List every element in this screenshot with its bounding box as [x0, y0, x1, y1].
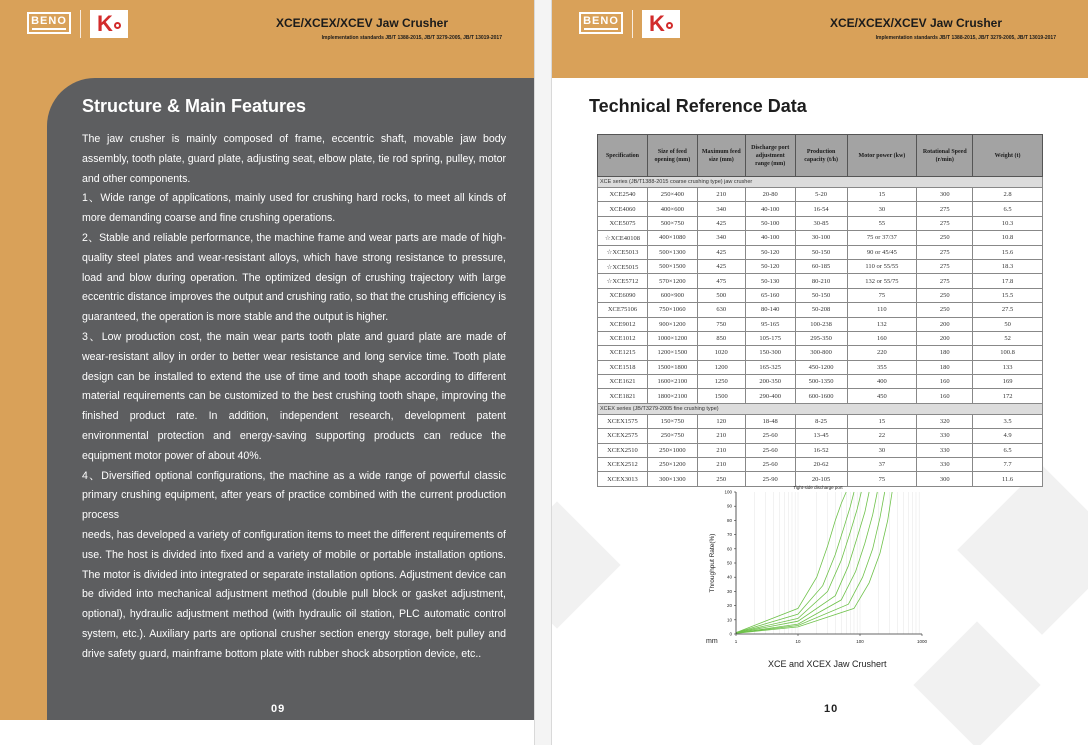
y-tick-label: 30	[726, 588, 732, 594]
table-cell: 95-165	[745, 317, 795, 331]
table-cell: 132 or 55/75	[847, 274, 917, 288]
table-cell: 475	[697, 274, 745, 288]
table-cell: 500-1350	[795, 375, 847, 389]
throughput-chart	[702, 480, 952, 660]
table-cell: 275	[917, 216, 973, 230]
table-row	[598, 317, 1043, 331]
table-cell: 330	[917, 458, 973, 472]
x-tick-label: 10	[795, 639, 801, 644]
table-cell: 75	[847, 472, 917, 486]
table-cell: XCE6090	[598, 288, 648, 302]
table-cell: 11.6	[973, 472, 1043, 486]
table-group-row	[598, 177, 1043, 188]
table-cell: 425	[697, 216, 745, 230]
chart-svg	[702, 480, 952, 655]
table-cell: 25-60	[745, 443, 795, 457]
table-cell: 210	[697, 458, 745, 472]
table-cell: 4.9	[973, 429, 1043, 443]
table-cell: 90 or 45/45	[847, 245, 917, 259]
section-title: Technical Reference Data	[589, 96, 807, 116]
x-tick-label: 100	[856, 639, 864, 644]
table-row	[598, 303, 1043, 317]
table-cell: 210	[697, 188, 745, 202]
paragraph: 4、Diversified optional configurations, the machine as a wide range of powerful classic primary crushing equipment, after years of practice combined with the current production process	[82, 469, 506, 522]
table-cell: 500×1300	[647, 245, 697, 259]
beno-logo-text: BENO	[31, 15, 67, 27]
table-cell: 400	[847, 375, 917, 389]
table-cell: 300	[917, 472, 973, 486]
col-header: Maximum feed size (mm)	[697, 135, 745, 177]
paragraph: 1、Wide range of applications, mainly used for crushing hard rocks, to meet all kinds of more demanding coarse and fine crushing operations.	[82, 192, 506, 225]
page-number: 09	[271, 703, 286, 715]
table-cell: 25-60	[745, 458, 795, 472]
table-cell: 22	[847, 429, 917, 443]
table-cell: 52	[973, 331, 1043, 345]
table-cell: 3.5	[973, 414, 1043, 428]
table-cell: 500×750	[647, 216, 697, 230]
table-cell: 16-52	[795, 443, 847, 457]
table-header-row	[598, 135, 1043, 177]
table-cell: 1500×1800	[647, 360, 697, 374]
table-cell: 160	[917, 389, 973, 403]
table-cell: 330	[917, 443, 973, 457]
col-header: Discharge port adjustment range (mm)	[745, 135, 795, 177]
paragraph: 2、Stable and reliable performance, the machine frame and wear parts are made of high-quality steel plates and wear-resistant alloys, which have strong resistance to pressure, load and blow during operation. The optimized design of crushing trajectory with large eccentric distance improves the output and crushing ratio, so that the crushing efficiency is guaranteed, the operation is more stable and the output is higher.	[82, 231, 506, 324]
table-cell: 290-400	[745, 389, 795, 403]
table-cell: 1800×2100	[647, 389, 697, 403]
series-line	[736, 492, 846, 633]
table-cell: XCEX2512	[598, 458, 648, 472]
col-header: Size of feed opening (mm)	[647, 135, 697, 177]
y-axis-label: Throughput Rate(%)	[709, 533, 716, 593]
left-page	[0, 0, 534, 745]
y-tick-label: 80	[726, 517, 732, 523]
table-row	[598, 360, 1043, 374]
table-cell: XCE1821	[598, 389, 648, 403]
table-cell: 750×1060	[647, 303, 697, 317]
y-tick-label: 90	[726, 503, 732, 509]
col-header: Specification	[598, 135, 648, 177]
page-number: 10	[824, 703, 839, 715]
table-row	[598, 346, 1043, 360]
k-logo-text: K	[97, 11, 113, 36]
table-cell: 300×1300	[647, 472, 697, 486]
table-cell: 40-100	[745, 202, 795, 216]
y-tick-label: 100	[724, 489, 732, 495]
table-cell: 30	[847, 202, 917, 216]
table-cell: 15	[847, 188, 917, 202]
table-cell: 169	[973, 375, 1043, 389]
table-cell: 275	[917, 245, 973, 259]
series-line	[736, 492, 869, 633]
table-cell: ☆XCE40108	[598, 231, 648, 245]
table-cell: 900×1200	[647, 317, 697, 331]
paragraph: needs, has developed a variety of configuration items to meet the different requirements of use. The host is divided into fixed and a variety of mobile or portable installation options. The motor is divided into integrated or separate installation options. Adjustment device can be divided into mechanical adjustment method (double pull block or gasket adjustment, optional), hydraulic adjustment method (with hydraulic oil station, PLC automatic control system, etc.). Auxiliary parts are optional crusher section energy storage, belt pulley and drive safety guard, mainframe bottom plate with rubber shock absorption device, etc..	[82, 528, 506, 660]
header-standards: Implementation standards JB/T 1388-2015, JB/T 3279-2005, JB/T 13019-2017	[875, 35, 1056, 41]
table-cell: 1600×2100	[647, 375, 697, 389]
table-cell: 132	[847, 317, 917, 331]
table-cell: 1250	[697, 375, 745, 389]
col-header: Weight (t)	[973, 135, 1043, 177]
table-cell: 1500	[697, 389, 745, 403]
table-cell: 10.8	[973, 231, 1043, 245]
table-cell: 18-48	[745, 414, 795, 428]
group-label: XCEX series (JB/T3279-2005 fine crushing type)	[598, 403, 1043, 414]
table-cell: XCE1518	[598, 360, 648, 374]
table-cell: 750	[697, 317, 745, 331]
table-cell: 75	[847, 288, 917, 302]
table-cell: 275	[917, 202, 973, 216]
y-tick-label: 20	[726, 603, 732, 609]
table-cell: 210	[697, 429, 745, 443]
x-axis-unit: mm	[706, 638, 718, 645]
beno-logo	[579, 12, 623, 34]
table-cell: 8-25	[795, 414, 847, 428]
table-cell: 250	[917, 303, 973, 317]
table-cell: 75 or 37/37	[847, 231, 917, 245]
table-cell: 200	[917, 331, 973, 345]
table-row	[598, 375, 1043, 389]
table-cell: 300-800	[795, 346, 847, 360]
table-cell: 1200	[697, 360, 745, 374]
table-cell: XCE1215	[598, 346, 648, 360]
section-title: Structure & Main Features	[82, 96, 307, 116]
chart-caption: XCE and XCEX Jaw Crushert	[768, 659, 887, 669]
table-cell: XCE4060	[598, 202, 648, 216]
table-cell: 220	[847, 346, 917, 360]
table-cell: 165-325	[745, 360, 795, 374]
table-cell: 40-100	[745, 231, 795, 245]
group-label: XCE series (JB/T1388-2015 coarse crushing type) jaw crusher	[598, 177, 1043, 188]
table-row	[598, 188, 1043, 202]
table-cell: 15.6	[973, 245, 1043, 259]
table-cell: 30	[847, 443, 917, 457]
table-cell: 20-62	[795, 458, 847, 472]
table-cell: 15.5	[973, 288, 1043, 302]
features-body	[82, 130, 506, 665]
table-cell: 250	[917, 231, 973, 245]
table-cell: 27.5	[973, 303, 1043, 317]
table-cell: XCE1621	[598, 375, 648, 389]
table-cell: 210	[697, 443, 745, 457]
table-cell: 37	[847, 458, 917, 472]
table-row	[598, 458, 1043, 472]
table-cell: 16-54	[795, 202, 847, 216]
table-cell: 100.8	[973, 346, 1043, 360]
table-cell: 160	[917, 375, 973, 389]
table-cell: 250×1000	[647, 443, 697, 457]
series-line	[736, 492, 892, 633]
table-cell: XCEX2510	[598, 443, 648, 457]
table-cell: XCE75106	[598, 303, 648, 317]
table-cell: XCE9012	[598, 317, 648, 331]
table-cell: 80-210	[795, 274, 847, 288]
table-row	[598, 231, 1043, 245]
table-cell: 160	[847, 331, 917, 345]
table-cell: 275	[917, 274, 973, 288]
table-cell: 250	[697, 472, 745, 486]
table-cell: 150-300	[745, 346, 795, 360]
table-group-row	[598, 403, 1043, 414]
table-row	[598, 288, 1043, 302]
table-cell: 60-185	[795, 259, 847, 273]
table-cell: ☆XCE5712	[598, 274, 648, 288]
header-standards: Implementation standards JB/T 1388-2015, JB/T 3279-2005, JB/T 13019-2017	[321, 35, 502, 41]
table-cell: 80-140	[745, 303, 795, 317]
table-cell: 50-150	[795, 288, 847, 302]
table-cell: 180	[917, 360, 973, 374]
y-tick-label: 0	[729, 631, 732, 637]
right-page	[552, 0, 1088, 745]
table-cell: 250×750	[647, 429, 697, 443]
table-cell: 200-350	[745, 375, 795, 389]
table-cell: 25-90	[745, 472, 795, 486]
table-cell: 55	[847, 216, 917, 230]
table-cell: 30-100	[795, 231, 847, 245]
table-cell: 200	[917, 317, 973, 331]
chart-top-label: Tight-side discharge port	[793, 485, 843, 490]
table-cell: 1200×1500	[647, 346, 697, 360]
table-cell: 180	[917, 346, 973, 360]
table-cell: 50-208	[795, 303, 847, 317]
y-tick-label: 70	[726, 532, 732, 538]
table-cell: 17.8	[973, 274, 1043, 288]
table-cell: 50-150	[795, 245, 847, 259]
table-cell: ☆XCE5013	[598, 245, 648, 259]
table-cell: 13-45	[795, 429, 847, 443]
table-cell: 50-120	[745, 245, 795, 259]
table-cell: 340	[697, 231, 745, 245]
table-cell: 320	[917, 414, 973, 428]
table-row	[598, 245, 1043, 259]
table-cell: 6.5	[973, 443, 1043, 457]
logo-divider	[80, 10, 81, 38]
table-cell: 15	[847, 414, 917, 428]
table-row	[598, 389, 1043, 403]
table-cell: 110 or 55/55	[847, 259, 917, 273]
table-cell: 105-175	[745, 331, 795, 345]
table-cell: 500	[697, 288, 745, 302]
table-cell: 1000×1200	[647, 331, 697, 345]
table-cell: 250×400	[647, 188, 697, 202]
k-logo	[90, 10, 128, 38]
table-row	[598, 443, 1043, 457]
paragraph: The jaw crusher is mainly composed of frame, eccentric shaft, movable jaw body assembly, tooth plate, guard plate, adjusting seat, elbow plate, tie rod spring, pulley, motor and other components.	[82, 133, 506, 185]
table-cell: 600-1600	[795, 389, 847, 403]
beno-logo	[27, 12, 71, 34]
table-cell: 50-120	[745, 259, 795, 273]
table-cell: XCEX3013	[598, 472, 648, 486]
x-tick-label: 1000	[916, 639, 928, 644]
series-line	[736, 492, 885, 633]
y-tick-label: 50	[726, 560, 732, 566]
table-cell: 425	[697, 245, 745, 259]
table-cell: 330	[917, 429, 973, 443]
logo-divider	[632, 10, 633, 38]
beno-logo-text: BENO	[583, 15, 619, 27]
table-cell: 25-60	[745, 429, 795, 443]
table-cell: 340	[697, 202, 745, 216]
col-header: Motor power (kw)	[847, 135, 917, 177]
col-header: Production capacity (t/h)	[795, 135, 847, 177]
table-cell: 630	[697, 303, 745, 317]
table-cell: 570×1200	[647, 274, 697, 288]
table-cell: 500×1500	[647, 259, 697, 273]
table-cell: 1020	[697, 346, 745, 360]
y-tick-label: 60	[726, 546, 732, 552]
table-cell: 50-130	[745, 274, 795, 288]
table-cell: 172	[973, 389, 1043, 403]
table-cell: 2.8	[973, 188, 1043, 202]
table-cell: XCE2540	[598, 188, 648, 202]
table-cell: 250×1200	[647, 458, 697, 472]
table-cell: 65-160	[745, 288, 795, 302]
table-cell: XCE5075	[598, 216, 648, 230]
table-row	[598, 259, 1043, 273]
table-cell: 275	[917, 259, 973, 273]
table-cell: 850	[697, 331, 745, 345]
table-row	[598, 414, 1043, 428]
table-cell: ☆XCE5015	[598, 259, 648, 273]
table-cell: 20-80	[745, 188, 795, 202]
col-header: Rotational Speed (r/min)	[917, 135, 973, 177]
table-cell: XCEX2575	[598, 429, 648, 443]
table-cell: 150×750	[647, 414, 697, 428]
table-cell: 5-20	[795, 188, 847, 202]
paragraph: 3、Low production cost, the main wear parts tooth plate and guard plate are made of wear-resistant alloy in order to better wear resistance and long service time. Tooth plate design can be installed to extend the use of time and tooth shape according to different material requirements can be customized to the best crushing tooth shape, improving the finished product rate. In addition, independent research, development patent environmental protection and energy-saving supporting products can reduce the equipment motor power of about 40%.	[82, 330, 506, 462]
table-row	[598, 331, 1043, 345]
y-tick-label: 40	[726, 574, 732, 580]
table-cell: 450	[847, 389, 917, 403]
table-cell: 300	[917, 188, 973, 202]
table-row	[598, 429, 1043, 443]
background-shape	[552, 501, 621, 628]
table-cell: XCE1012	[598, 331, 648, 345]
table-cell: 295-350	[795, 331, 847, 345]
header-title: XCE/XCEX/XCEV Jaw Crusher	[275, 16, 448, 30]
table-row	[598, 202, 1043, 216]
book-gutter	[534, 0, 552, 745]
table-cell: 400×600	[647, 202, 697, 216]
table-cell: 30-85	[795, 216, 847, 230]
table-row	[598, 216, 1043, 230]
table-cell: 133	[973, 360, 1043, 374]
header-title: XCE/XCEX/XCEV Jaw Crusher	[829, 16, 1002, 30]
table-cell: 400×1080	[647, 231, 697, 245]
background-shape	[957, 465, 1088, 635]
table-cell: 50	[973, 317, 1043, 331]
table-cell: 120	[697, 414, 745, 428]
table-cell: 250	[917, 288, 973, 302]
table-cell: 100-238	[795, 317, 847, 331]
k-logo-text: K	[649, 11, 665, 36]
table-cell: XCEX1575	[598, 414, 648, 428]
table-cell: 600×900	[647, 288, 697, 302]
x-tick-label: 1	[734, 639, 738, 644]
table-cell: 450-1200	[795, 360, 847, 374]
table-cell: 6.5	[973, 202, 1043, 216]
spec-table	[597, 134, 1043, 487]
table-cell: 425	[697, 259, 745, 273]
table-cell: 50-100	[745, 216, 795, 230]
k-logo	[642, 10, 680, 38]
bottom-strip	[0, 720, 534, 745]
table-cell: 110	[847, 303, 917, 317]
table-cell: 18.3	[973, 259, 1043, 273]
table-cell: 7.7	[973, 458, 1043, 472]
table-cell: 355	[847, 360, 917, 374]
table-row	[598, 274, 1043, 288]
table-cell: 20-105	[795, 472, 847, 486]
table-cell: 10.3	[973, 216, 1043, 230]
y-tick-label: 10	[726, 617, 732, 623]
